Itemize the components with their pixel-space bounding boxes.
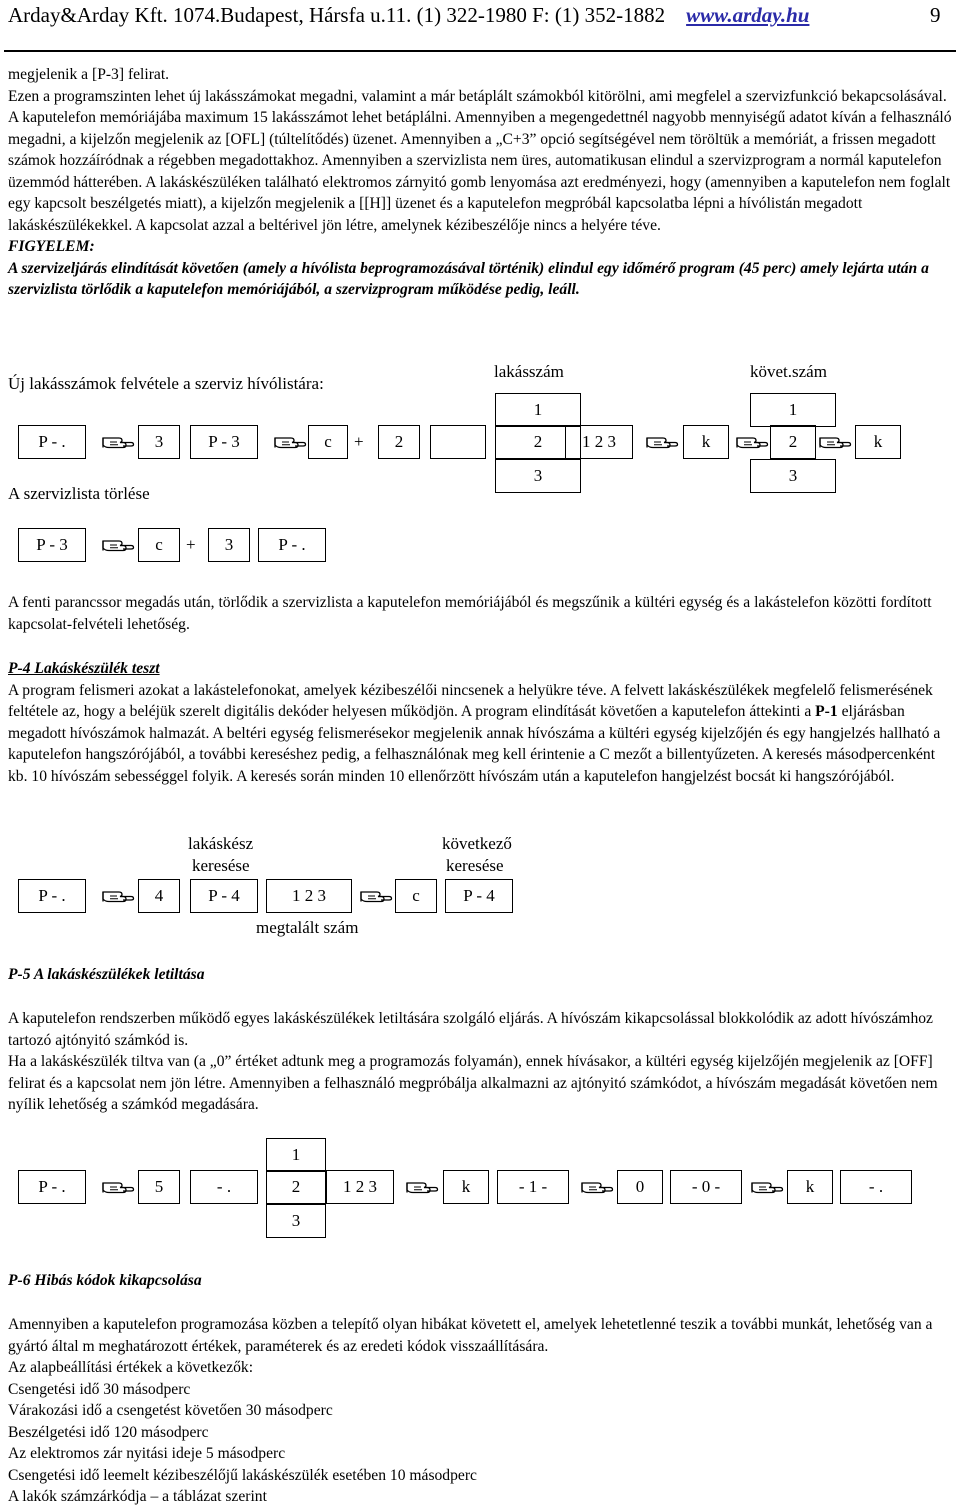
pointing-hand-icon [750,1178,784,1196]
section-p6-title-block [8,1270,952,1292]
section-p6-body [8,1314,952,1508]
key-box: 3 [138,425,180,459]
key-box: k [683,425,729,459]
defaults-title: Az alapbeállítási értékek a következők: [8,1359,254,1376]
diagram4-col-top: 1 [266,1138,326,1172]
diagram1-title: Új lakásszámok felvétele a szerviz hívólistára: [8,374,324,393]
diagram2-title: A szervizlista törlése [8,484,150,503]
key-box: k [855,425,901,459]
pointing-hand-icon [101,433,135,451]
diagram4-col-bottom: 3 [266,1204,326,1238]
section-p5-title-block [8,964,952,986]
pointing-hand-icon [101,887,135,905]
key-box: - . [190,1170,258,1204]
label-lakaskesz: lakáskész [188,834,254,853]
key-box: - . [840,1170,912,1204]
default-item: Várakozási idő a csengetést követően 30 másodperc [8,1402,333,1419]
key-box: P - 3 [18,528,86,562]
warning-text: A szervizeljárás elindítását követően (amely a hívólista beprogramozásával történik) elindul egy időmérő program (45 perc) amely lejárta után a szervizlista törlődik a kaputelefon memóriájából, a szervizprogram működése pedig, leáll. [8,259,929,298]
label-kovet-szam: követ.szám [750,362,827,381]
key-box: 2 [266,1170,326,1204]
pointing-hand-icon [405,1178,439,1196]
key-box: k [443,1170,489,1204]
diagram1-col1-bottom: 3 [495,459,581,493]
key-box: P - 3 [190,425,258,459]
intro-paragraph: Ezen a programszinten lehet új lakásszámokat megadni, valamint a már betáplált számokból kitörölni, ami megfelel a szervizfunkció bekapcsolásával. A kaputelefon memóriájába maximum 15 lakásszámot lehet betáplálni. Amennyiben a megengedettnél nagyobb mennyiségű adatot kíván a felhasználó megadni, a kijelzőn megjelenik az [OFL] (túltelítődés) üzenet. Amennyiben a „C+3” opció segítségével nem töröltük a memóriát, a frissen megadott számok hozzáíródnak a régebben megadottakhoz. Amennyiben a szervizlista nem üres, automatikusan elindul a szervizprogram a normál kaputelefon üzemmód hátterében. A lakáskészüléken található elektromos zárnyitó gomb lenyomása azt eredményezi, hogy (amennyiben a kaputelefon nem foglalt egy kapcsolt beszélgetés miatt), a kijelzőn megjelenik a [[H]] üzenet és a kaputelefon megpróbál kapcsolatba lépni a hívólistán megadott lakáskészülékekkel. A kapcsolat azzal a beltérivel jön létre, amelynek kézibeszélője nincs a helyére téve. [8,87,952,234]
pointing-hand-icon [735,433,769,451]
section-p6-title: P-6 Hibás kódok kikapcsolása [8,1272,202,1289]
page-number: 9 [930,3,941,27]
section-p4-text [8,680,952,788]
section-p4-text-b: eljárásban megadott hívószámok halmazát. A beltéri egység felismerésekor megjelenik annak hívószáma a kültéri egység kijelzőjén és egy hangjelzés hallható a kaputelefon hangszórójából, a további kereséshez pedig, a felhasználónak meg kell érintenie a C mezőt a billentyűzeten. A keresés másodpercenként kb. 10 hívószám sebességgel folyik. A keresés során minden 10 ellenőrzött hívószám után a kaputelefon hangjelzést bocsát ki hangszórójából. [8,703,941,785]
intro-block [8,64,952,301]
company-info: Arday&Arday Kft. 1074.Budapest, Hársfa u.11. (1) 322-1980 F: (1) 352-1882 [8,3,666,27]
section-p5-text2: Ha a lakáskészülék tiltva van (a „0” értéket adtunk meg a programozás folyamán), ennek hívásakor, a kültéri egység kijelzőjén megjelenik az [OFF] felirat és a kapcsolat nem jön létre. Amennyiben a felhasználó megpróbálja alkalmazni az ajtónyitó számkódot, a hívószám megadását követően nem nyílik lehetőség a számkód megadására. [8,1053,938,1113]
key-box: c [395,879,437,913]
diagram1-col2-top: 1 [750,393,836,427]
key-box: 0 [617,1170,663,1204]
key-box: 2 [495,425,581,459]
label-keresese: keresése [192,856,250,875]
diagram1-col2-bottom: 3 [750,459,836,493]
intro-line: megjelenik a [P-3] felirat. [8,66,170,83]
label-lakasszam: lakásszám [494,362,564,381]
section-p4-text-bold: P-1 [815,703,838,720]
key-box: k [787,1170,833,1204]
key-box-empty [430,425,486,459]
key-box: - 1 - [497,1170,569,1204]
label-keresese: keresése [446,856,504,875]
label-megtalalt-szam: megtalált szám [256,918,359,937]
key-box: - 0 - [670,1170,742,1204]
pointing-hand-icon [273,433,307,451]
default-item: A lakók számzárkódja – a táblázat szerint [8,1488,267,1505]
header-divider [4,50,956,52]
key-box: 2 [770,425,816,459]
pointing-hand-icon [580,1178,614,1196]
default-item: Csengetési idő leemelt kézibeszélőjű lakáskészülék esetében 10 másodperc [8,1466,477,1484]
key-box: P - . [18,425,86,459]
key-box: 4 [138,879,180,913]
section-p5-title: P-5 A lakáskészülékek letiltása [8,966,205,983]
pointing-hand-icon [645,433,679,451]
key-box: 1 2 3 [326,1170,394,1204]
key-box: 5 [138,1170,180,1204]
key-box: 1 2 3 [266,879,352,913]
default-item: Az elektromos zár nyitási ideje 5 másodperc [8,1445,286,1462]
key-box: P - 4 [190,879,258,913]
key-box: c [138,528,180,562]
warning-label: FIGYELEM: [8,238,95,255]
section-p5-body [8,1008,952,1116]
section-p4 [8,658,952,787]
pointing-hand-icon [101,1178,135,1196]
pointing-hand-icon [101,536,135,554]
default-item: Beszélgetési idő 120 másodperc [8,1423,209,1441]
label-kovetkezo: következő [442,834,512,853]
default-item: Csengetési idő 30 másodperc [8,1380,191,1398]
section-p6-text1: Amennyiben a kaputelefon programozása közben a telepítő olyan hibákat követett el, amelyek lehetetlenné teszik a további munkát, lehetőség van a gyártó által m meghatározott értékek, paraméterek és az eredeti kódok visszaállítására. [8,1316,933,1355]
key-box: P - . [258,528,326,562]
key-box: P - 4 [445,879,513,913]
plus-sign: + [354,432,364,451]
section-p4-title: P-4 Lakáskészülék teszt [8,660,160,677]
diagram1-col1-top: 1 [495,393,581,427]
website-link[interactable]: www.arday.hu [686,3,810,27]
key-box: P - . [18,1170,86,1204]
key-box: 3 [208,528,250,562]
page-header [8,2,809,28]
key-box: c [308,425,348,459]
key-box: 2 [378,425,420,459]
key-box: 1 2 3 [565,425,633,459]
plus-sign: + [186,535,196,554]
section-p4-text-a: A program felismeri azokat a lakástelefonokat, amelyek kézibeszélői nincsenek a helyükre téve. A felvett lakáskészülékek megfelelő felismerésének feltétele az, hogy a beléjük szerelt digitális dekóder helyesen működjön. A program elindítását követően a kaputelefon áttekinti a [8,681,933,720]
key-box: P - . [18,879,86,913]
pointing-hand-icon [818,433,852,451]
section-p5-text1: A kaputelefon rendszerben működő egyes lakáskészülékek letiltására szolgáló eljárás. A hívószám kikapcsolással blokkolódik az adott hívószámhoz tartozó ajtónyitó számkód is. [8,1010,933,1049]
after-delete-paragraph: A fenti parancssor megadás után, törlődik a szervizlista a kaputelefon memóriájából és megszűnik a kültéri egység és a lakástelefon közötti fordított kapcsolat-felvételi lehetőség. [8,594,932,633]
pointing-hand-icon [359,887,393,905]
